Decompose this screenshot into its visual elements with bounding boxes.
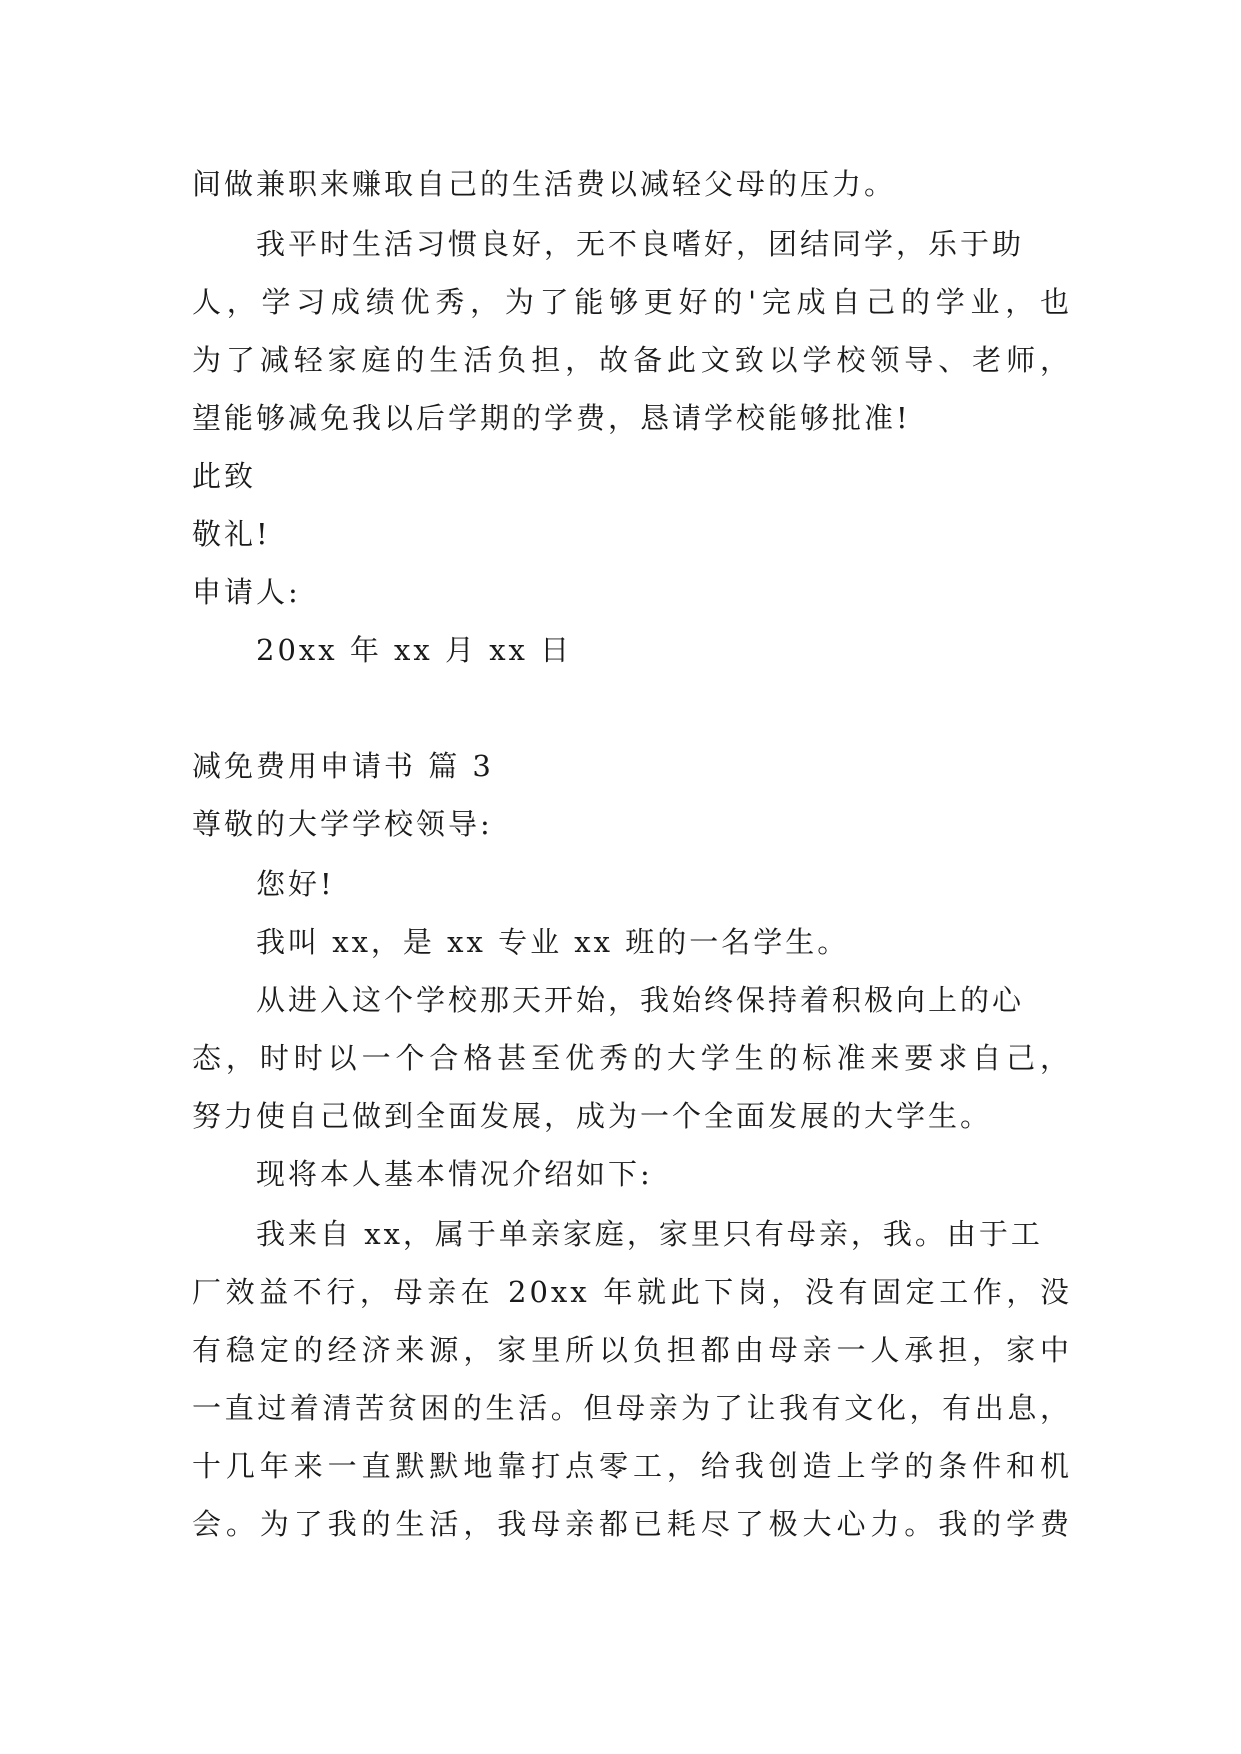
closing-salutation: 此致 bbox=[192, 459, 257, 493]
text-line: 为了减轻家庭的生活负担，故备此文致以学校领导、老师， bbox=[192, 343, 1072, 377]
text-line: 间做兼职来赚取自己的生活费以减轻父母的压力。 bbox=[192, 167, 897, 201]
text-line: 一直过着清苦贫困的生活。但母亲为了让我有文化，有出息， bbox=[192, 1391, 1072, 1425]
text-line: 现将本人基本情况介绍如下: bbox=[256, 1157, 653, 1191]
greeting: 您好! bbox=[256, 867, 335, 901]
text-line: 态，时时以一个合格甚至优秀的大学生的标准来要求自己， bbox=[192, 1041, 1072, 1075]
greeting-addressee: 尊敬的大学学校领导: bbox=[192, 807, 493, 841]
text-line: 会。为了我的生活，我母亲都已耗尽了极大心力。我的学费 bbox=[192, 1507, 1072, 1541]
applicant-label: 申请人: bbox=[192, 575, 301, 609]
date-line: 20xx 年 xx 月 xx 日 bbox=[256, 633, 573, 667]
text-line: 厂效益不行，母亲在 20xx 年就此下岗，没有固定工作，没 bbox=[192, 1275, 1072, 1309]
text-line: 我叫 xx，是 xx 专业 xx 班的一名学生。 bbox=[256, 925, 850, 959]
section-title: 减免费用申请书 篇 3 bbox=[192, 749, 494, 783]
text-line: 有稳定的经济来源，家里所以负担都由母亲一人承担，家中 bbox=[192, 1333, 1072, 1367]
closing-regards: 敬礼! bbox=[192, 517, 271, 551]
text-line: 从进入这个学校那天开始，我始终保持着积极向上的心 bbox=[256, 983, 1025, 1017]
text-line: 努力使自己做到全面发展，成为一个全面发展的大学生。 bbox=[192, 1099, 993, 1133]
text-line: 望能够减免我以后学期的学费，恳请学校能够批准! bbox=[192, 401, 911, 435]
text-line: 我平时生活习惯良好，无不良嗜好，团结同学，乐于助 bbox=[256, 227, 1025, 261]
text-line: 人，学习成绩优秀，为了能够更好的'完成自己的学业，也 bbox=[192, 285, 1072, 319]
text-line: 我来自 xx，属于单亲家庭，家里只有母亲，我。由于工 bbox=[256, 1217, 1043, 1251]
text-line: 十几年来一直默默地靠打点零工，给我创造上学的条件和机 bbox=[192, 1449, 1072, 1483]
